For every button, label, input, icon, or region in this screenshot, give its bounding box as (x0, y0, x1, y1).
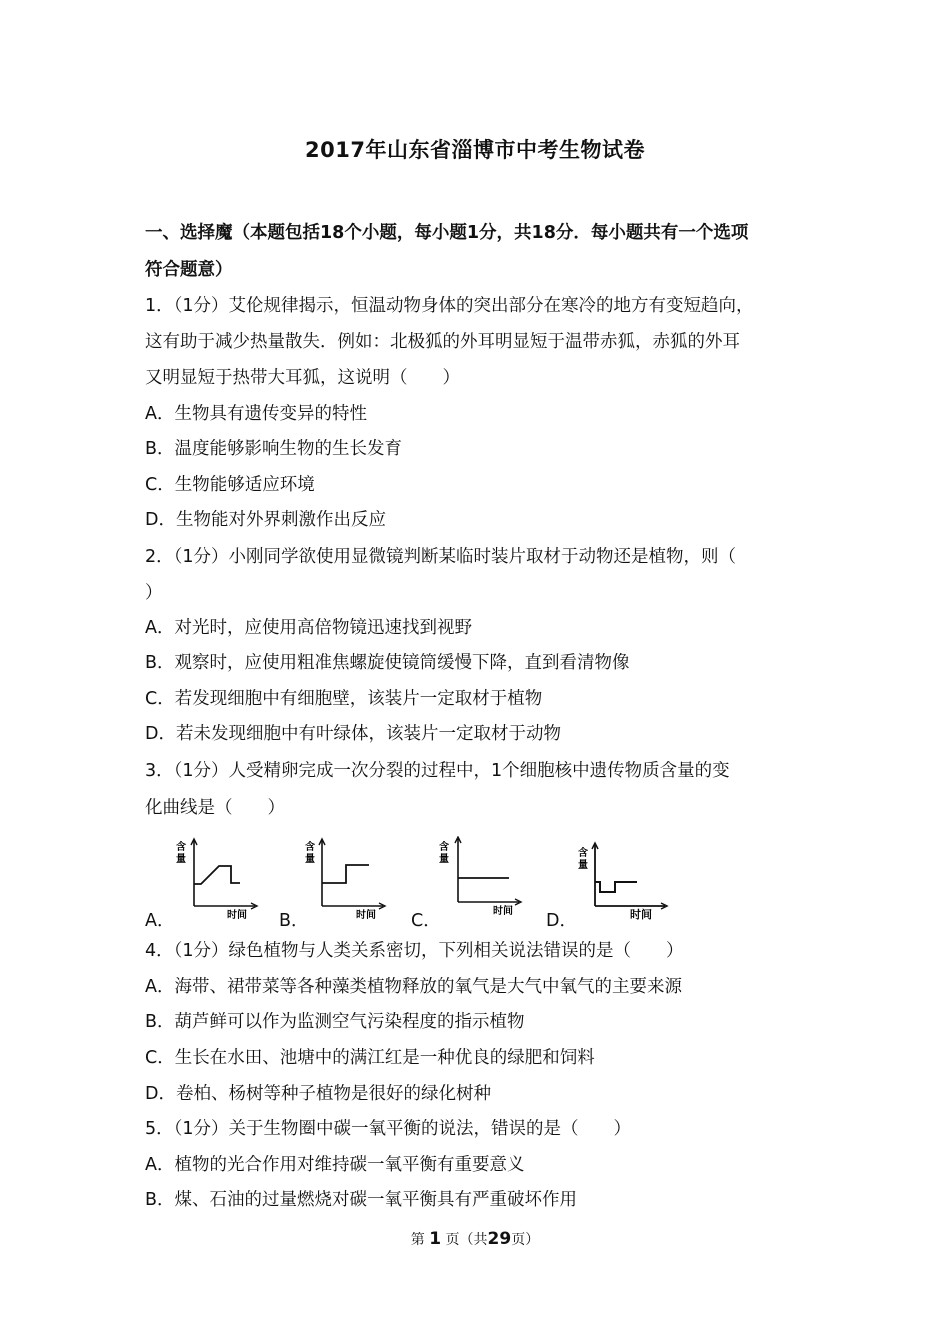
question-5-option-a: A．植物的光合作用对维持碳一氧平衡有重要意义 (145, 1155, 525, 1175)
question-1-option-c: C．生物能够适应环境 (145, 475, 315, 495)
page-footer (0, 1229, 950, 1249)
footer-page-number: 1 (429, 1229, 442, 1249)
question-2-stem: 2．（1分）小刚同学欲使用显微镜判断某临时装片取材于动物还是植物，则（ (145, 547, 737, 567)
question-4-option-a: A．海带、裙带菜等各种藻类植物释放的氧气是大气中氧气的主要来源 (145, 977, 682, 997)
footer-prefix: 第 (410, 1232, 425, 1248)
graph-a-xlabel: 时间 (227, 910, 247, 921)
question-5-option-b: B．煤、石油的过量燃烧对碳一氧平衡具有严重破坏作用 (145, 1190, 578, 1210)
question-2-option-d: D．若未发现细胞中有叶绿体，该装片一定取材于动物 (145, 724, 561, 744)
graph-b-ylabel: 量 (305, 854, 315, 865)
question-3-graph-options (145, 836, 805, 931)
question-1-stem: 又明显短于热带大耳狐，这说明（ ） (145, 368, 460, 388)
question-2-stem: ） (145, 583, 163, 603)
section-heading-cont: 符合题意） (145, 260, 233, 280)
graph-c-ylabel: 含 (439, 842, 449, 853)
page-title: 2017年山东省淄博市中考生物试卷 (305, 138, 645, 162)
section-heading: 一、选择魔（本题包括18个小题，每小题1分，共18分．每小题共有一个选项 (145, 223, 749, 243)
question-5-stem: 5．（1分）关于生物圈中碳一氧平衡的说法，错误的是（ ） (145, 1119, 632, 1139)
question-2-option-b: B．观察时，应使用粗准焦螺旋使镜筒缓慢下降，直到看清物像 (145, 653, 630, 673)
graph-b-xlabel: 时间 (356, 910, 376, 921)
graph-c-xlabel: 时间 (493, 906, 513, 917)
question-4-option-d: D．卷柏、杨树等种子植物是很好的绿化树种 (145, 1084, 491, 1104)
question-1-stem: 这有助于减少热量散失．例如：北极狐的外耳明显短于温带赤狐，赤狐的外耳 (145, 332, 740, 352)
graph-option-d (573, 836, 683, 922)
graph-option-a-label: A． (145, 911, 175, 931)
graph-a-ylabel: 量 (176, 854, 186, 865)
graph-option-c (437, 836, 537, 922)
graph-d-ylabel: 量 (578, 860, 588, 871)
graph-c-ylabel: 量 (439, 854, 449, 865)
graph-option-c-label: C． (411, 911, 441, 931)
graph-a-ylabel: 含 (176, 842, 186, 853)
graph-option-b-label: B． (279, 911, 309, 931)
question-3-stem: 化曲线是（ ） (145, 798, 285, 818)
graph-option-d-label: D． (546, 911, 577, 931)
graph-option-b (301, 836, 401, 922)
question-4-option-b: B．葫芦鲜可以作为监测空气污染程度的指示植物 (145, 1012, 525, 1032)
question-3-stem: 3．（1分）人受精卵完成一次分裂的过程中，1个细胞核中遗传物质含量的变 (145, 761, 730, 781)
question-4-stem: 4．（1分）绿色植物与人类关系密切，下列相关说法错误的是（ ） (145, 941, 684, 961)
footer-middle: 页（共 (445, 1232, 488, 1248)
question-4-option-c: C．生长在水田、池塘中的满江红是一种优良的绿肥和饲料 (145, 1048, 595, 1068)
question-2-option-c: C．若发现细胞中有细胞壁，该装片一定取材于植物 (145, 689, 543, 709)
graph-d-xlabel: 时间 (630, 908, 652, 921)
footer-total-pages: 29 (487, 1229, 512, 1249)
graph-d-ylabel: 含 (578, 848, 588, 859)
question-1-option-b: B．温度能够影响生物的生长发育 (145, 439, 403, 459)
graph-b-ylabel: 含 (305, 842, 315, 853)
graph-option-a (173, 836, 273, 922)
question-2-option-a: A．对光时，应使用高倍物镜迅速找到视野 (145, 618, 472, 638)
footer-suffix: 页） (511, 1232, 540, 1248)
question-1-option-a: A．生物具有遗传变异的特性 (145, 404, 367, 424)
question-1-option-d: D．生物能对外界刺激作出反应 (145, 510, 386, 530)
question-1-stem: 1．（1分）艾伦规律揭示，恒温动物身体的突出部分在寒冷的地方有变短趋向， (145, 296, 754, 316)
